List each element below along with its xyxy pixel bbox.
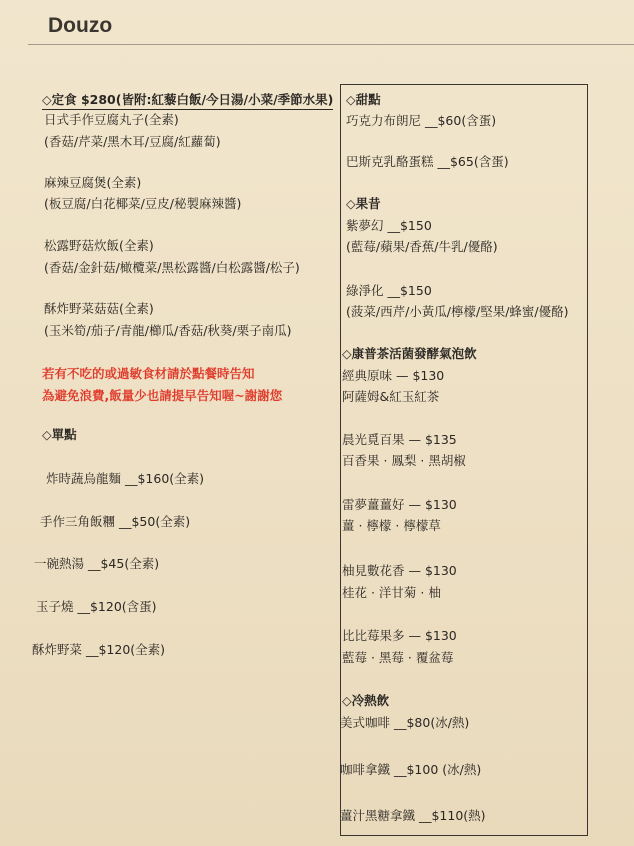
kombucha-name: 柚見數花香 — $130 <box>342 563 457 578</box>
kombucha-name: 經典原味 — $130 <box>342 368 445 383</box>
set-meal-name: 松露野菇炊飯(全素) <box>44 238 154 253</box>
kombucha-name: 雷夢薑薑好 — $130 <box>342 497 457 512</box>
dessert-item: 巴斯克乳酪蛋糕 __$65(含蛋) <box>346 154 509 169</box>
drink-item: 美式咖啡 __$80(冰/熱) <box>340 715 470 730</box>
smoothie-name: 紫夢幻 __$150 <box>346 218 432 233</box>
allergy-notice: 若有不吃的或過敏食材請於點餐時告知 <box>42 366 255 381</box>
kombucha-header: ◇康普茶活菌發酵氣泡飲 <box>342 346 477 361</box>
set-meal-name: 麻辣豆腐煲(全素) <box>44 175 142 190</box>
set-meal-ingredients: (香菇/芹菜/黑木耳/豆腐/紅蘿蔔) <box>44 134 221 149</box>
single-item: 手作三角飯糰 __$50(全素) <box>40 514 191 529</box>
single-item: 玉子燒 __$120(含蛋) <box>36 599 157 614</box>
kombucha-flavor: 薑 · 檸檬 · 檸檬草 <box>342 518 441 533</box>
kombucha-flavor: 桂花 · 洋甘菊 · 柚 <box>342 585 441 600</box>
single-item: 酥炸野菜 __$120(全素) <box>32 642 166 657</box>
drinks-header: ◇冷熱飲 <box>342 693 390 708</box>
set-meal-ingredients: (玉米筍/茄子/青龍/櫛瓜/香菇/秋葵/栗子南瓜) <box>44 323 292 338</box>
dessert-header: ◇甜點 <box>346 92 381 107</box>
smoothie-ingredients: (菠菜/西芹/小黃瓜/檸檬/堅果/蜂蜜/優酪) <box>346 304 569 319</box>
set-meal-name: 日式手作豆腐丸子(全素) <box>44 112 179 127</box>
drink-item: 薑汁黑糖拿鐵 __$110(熱) <box>340 808 486 823</box>
kombucha-name: 比比莓果多 — $130 <box>342 628 457 643</box>
set-meal-header: ◇定食 $280(皆附:紅藜白飯/今日湯/小菜/季節水果) <box>42 92 333 110</box>
brand-title: Douzo <box>48 14 113 37</box>
smoothie-header: ◇果昔 <box>346 196 381 211</box>
header-divider <box>28 44 634 45</box>
kombucha-name: 晨光覓百果 — $135 <box>342 432 457 447</box>
smoothie-ingredients: (藍莓/蘋果/香蕉/牛乳/優酪) <box>346 239 498 254</box>
set-meal-ingredients: (板豆腐/白花椰菜/豆皮/秘製麻辣醬) <box>44 196 242 211</box>
single-item: 一碗熱湯 __$45(全素) <box>34 556 160 571</box>
portion-notice: 為避免浪費,飯量少也請提早告知喔~謝謝您 <box>42 388 283 403</box>
dessert-item: 巧克力布朗尼 __$60(含蛋) <box>346 113 497 128</box>
set-meal-ingredients: (香菇/金針菇/橄欖菜/黑松露醬/白松露醬/松子) <box>44 260 300 275</box>
single-items-header: ◇單點 <box>42 427 77 442</box>
smoothie-name: 綠淨化 __$150 <box>346 283 432 298</box>
kombucha-flavor: 百香果 · 鳳梨 · 黑胡椒 <box>342 453 466 468</box>
set-meal-name: 酥炸野菜菇菇(全素) <box>44 301 154 316</box>
single-item: 炸時蔬烏龍麵 __$160(全素) <box>46 471 205 486</box>
kombucha-flavor: 藍莓 · 黑莓 · 覆盆莓 <box>342 650 454 665</box>
drink-item: 咖啡拿鐵 __$100 (冰/熱) <box>340 762 482 777</box>
kombucha-flavor: 阿薩姆&紅玉紅茶 <box>342 389 440 404</box>
